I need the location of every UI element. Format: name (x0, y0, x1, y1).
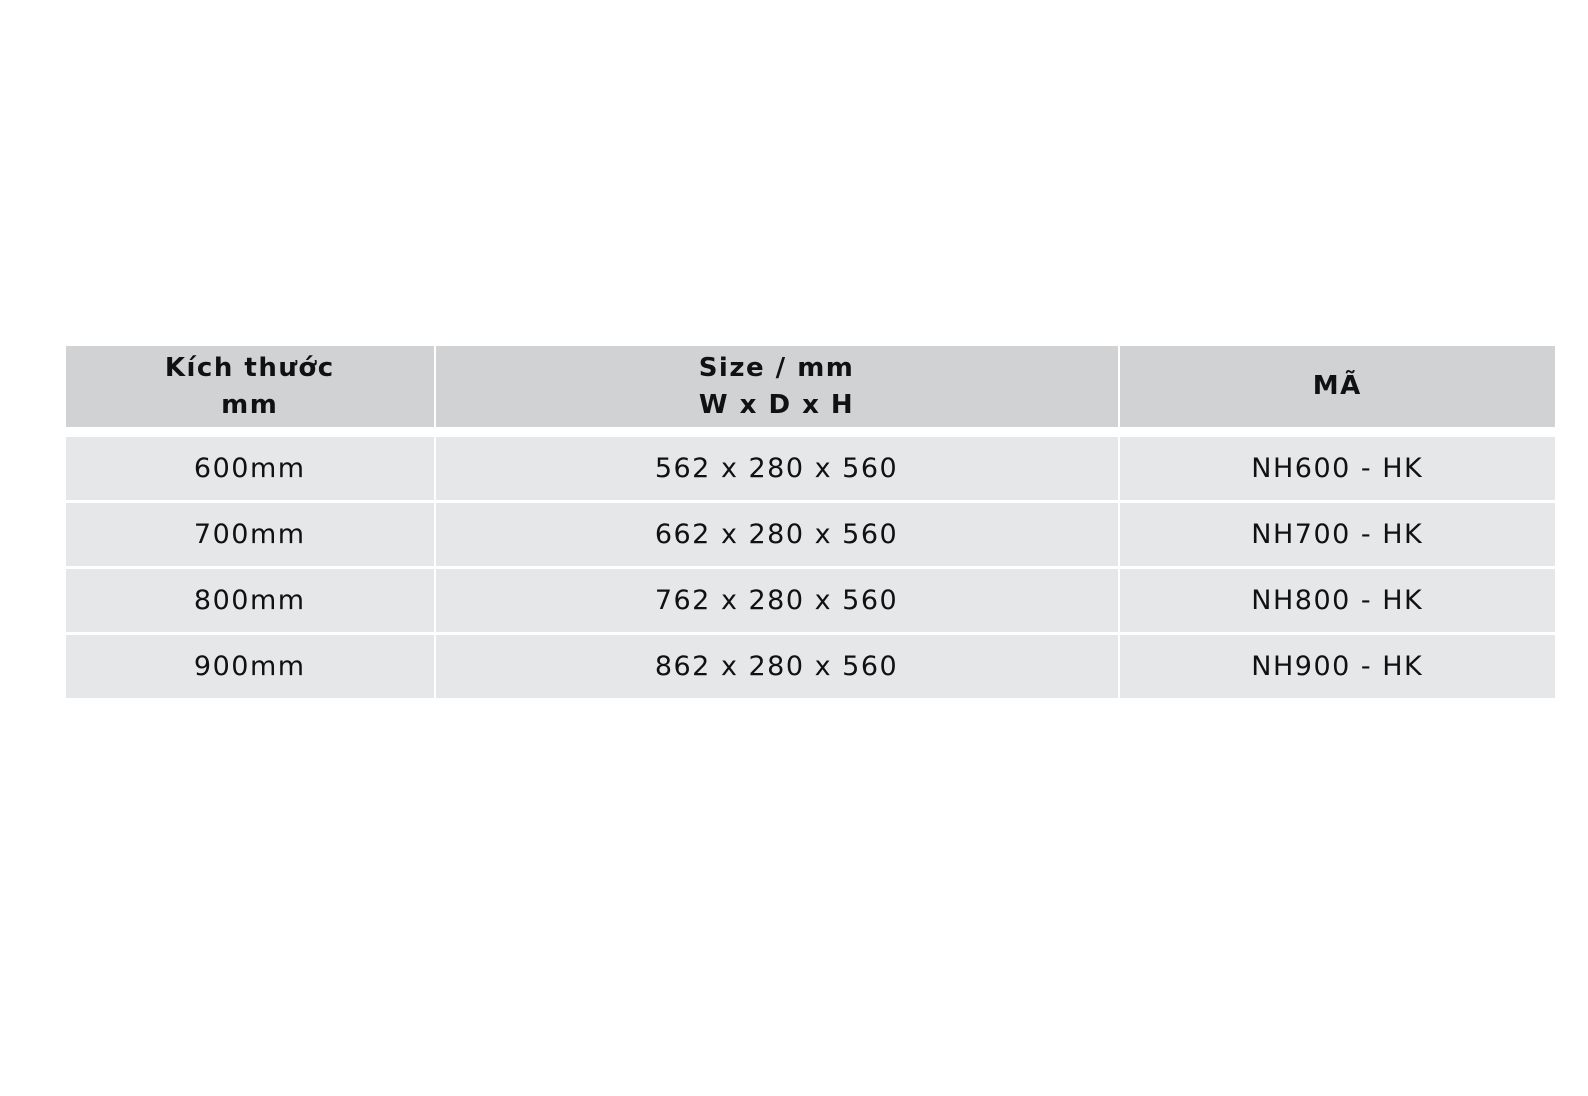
cell-code: NH800 - HK (1120, 569, 1555, 632)
header-cell-size (66, 346, 434, 427)
cell-size: 600mm (66, 437, 434, 500)
table-header-row (66, 346, 1555, 427)
cell-dimensions: 662 x 280 x 560 (436, 503, 1118, 566)
cell-size: 900mm (66, 635, 434, 698)
cell-dimensions: 562 x 280 x 560 (436, 437, 1118, 500)
header-cell-code (1120, 346, 1555, 427)
header-cell-dimensions (436, 346, 1118, 427)
header-dimensions-line1: Size / mm (698, 352, 855, 383)
table-row (66, 635, 1555, 698)
header-size-line1: Kích thước (164, 352, 335, 383)
cell-size: 700mm (66, 503, 434, 566)
table-row (66, 503, 1555, 566)
spec-table (66, 346, 1555, 698)
header-code-label: MÃ (1312, 371, 1362, 401)
cell-code: NH600 - HK (1120, 437, 1555, 500)
cell-size: 800mm (66, 569, 434, 632)
table-row (66, 437, 1555, 500)
cell-code: NH900 - HK (1120, 635, 1555, 698)
header-size-line2: mm (221, 389, 279, 420)
cell-code: NH700 - HK (1120, 503, 1555, 566)
cell-dimensions: 862 x 280 x 560 (436, 635, 1118, 698)
header-dimensions-line2: W x D x H (698, 389, 855, 420)
header-divider (66, 427, 1555, 437)
table-row (66, 569, 1555, 632)
cell-dimensions: 762 x 280 x 560 (436, 569, 1118, 632)
